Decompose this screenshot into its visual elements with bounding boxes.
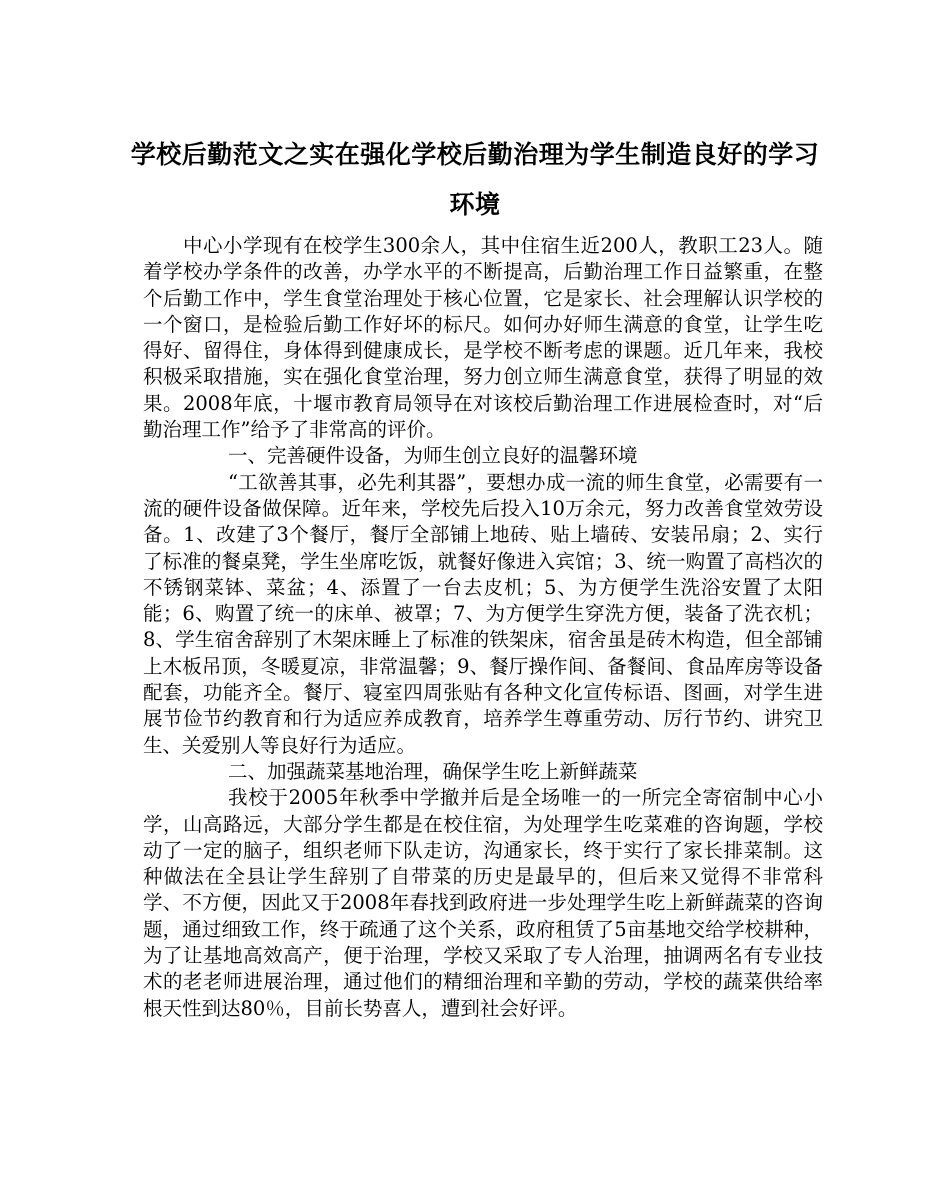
paragraph-hardware: “工欲善其事，必先利其器”，要想办成一流的师生食堂，必需要有一流的硬件设备做保障。近年来，学校先后投入10万余元，努力改善食堂效劳设备。1、改建了3个餐厅，餐厅全部铺上地砖、贴上墙砖、安装吊扇；2、实行了标准的餐桌凳，学生坐席吃饭，就餐好像进入宾馆；3、统一购置了高档次的不锈钢菜钵、菜盆；4、添置了一台去皮机；5、为方便学生洗浴安置了太阳能；6、购置了统一的床单、被罩；7、为方便学生穿洗方便，装备了洗衣机；8、学生宿舍辞别了木架床睡上了标准的铁架床，宿舍虽是砖木构造，但全部铺上木板吊顶，冬暖夏凉，非常温馨；9、餐厅操作间、备餐间、食品库房等设备配套，功能齐全。餐厅、寝室四周张贴有各种文化宣传标语、图画，对学生进展节俭节约教育和行为适应养成教育，培养学生尊重劳动、厉行节约、讲究卫生、关爱别人等良好行为适应。 <box>143 470 823 757</box>
section-heading-vegetable-base: 二、加强蔬菜基地治理，确保学生吃上新鲜蔬菜 <box>228 759 638 783</box>
section-heading-hardware: 一、完善硬件设备，为师生创立良好的温馨环境 <box>228 444 638 468</box>
document-title: 学校后勤范文之实在强化学校后勤治理为学生制造良好的学习环境 <box>130 140 820 219</box>
paragraph-vegetable-base: 我校于2005年秋季中学撤并后是全场唯一的一所完全寄宿制中心小学，山高路远，大部分学生都是在校住宿，为处理学生吃菜难的咨询题，学校动了一定的脑子，组织老师下队走访，沟通家长，终于实行了家长排菜制。这种做法在全县让学生辞别了自带菜的历史是最早的，但后来又觉得不非常科学、不方便，因此又于2008年春找到政府进一步处理学生吃上新鲜蔬菜的咨询题，通过细致工作，终于疏通了这个关系，政府租赁了5亩基地交给学校耕种，为了让基地高效高产，便于治理，学校又采取了专人治理，抽调两名有专业技术的老老师进展治理，通过他们的精细治理和辛勤的劳动，学校的蔬菜供给率根天性到达80％，目前长势喜人，遭到社会好评。 <box>143 786 823 1020</box>
document-body <box>143 233 823 1022</box>
paragraph-intro: 中心小学现有在校学生300余人，其中住宿生近200人，教职工23人。随着学校办学条件的改善，办学水平的不断提高，后勤治理工作日益繁重，在整个后勤工作中，学生食堂治理处于核心位置，它是家长、社会理解认识学校的一个窗口，是检验后勤工作好坏的标尺。如何办好师生满意的食堂，让学生吃得好、留得住，身体得到健康成长，是学校不断考虑的课题。近几年来，我校积极采取措施，实在强化食堂治理，努力创立师生满意食堂，获得了明显的效果。2008年底，十堰市教育局领导在对该校后勤治理工作进展检查时，对“后勤治理工作”给予了非常高的评价。 <box>143 234 823 442</box>
